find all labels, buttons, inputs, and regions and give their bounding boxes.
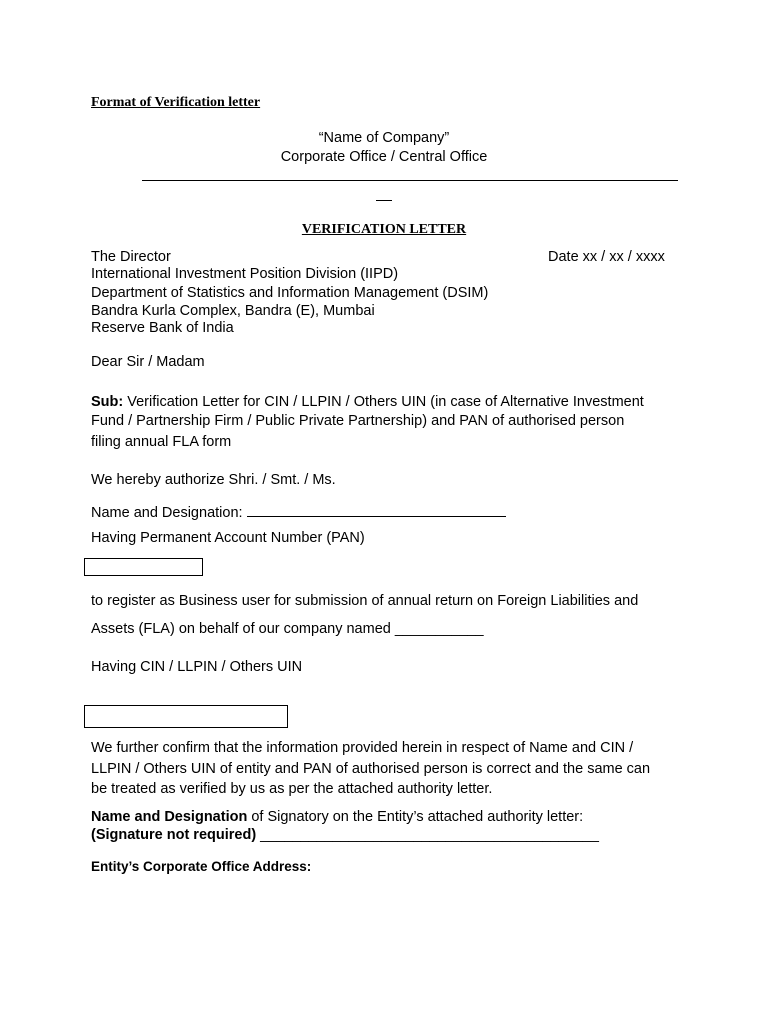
name-designation-row [91,502,506,522]
entity-address-label: Entity’s Corporate Office Address: [91,859,312,874]
subject-text-1: Verification Letter for CIN / LLPIN / Others UIN (in case of Alternative Investment [123,394,644,410]
authorize-text: We hereby authorize Shri. / Smt. / Ms. [91,472,336,488]
signature-blank[interactable]: __________________________________________ [256,827,599,843]
salutation: Dear Sir / Madam [91,354,205,370]
subject-line-1 [91,393,644,411]
signature-note-line [91,826,599,844]
company-name: “Name of Company” [318,130,450,146]
addressee-line-2: International Investment Position Division (IIPD) [91,266,399,282]
register-line-1: to register as Business user for submission of annual return on Foreign Liabilities and [91,593,639,609]
addressee-line-1: The Director [91,249,171,265]
subject-line-2: Fund / Partnership Firm / Public Private Partnership) and PAN of authorised person [91,413,625,429]
name-designation-label: Name and Designation: [91,505,247,521]
cin-label: Having CIN / LLPIN / Others UIN [91,659,303,675]
pan-label: Having Permanent Account Number (PAN) [91,530,365,546]
addressee-line-4: Bandra Kurla Complex, Bandra (E), Mumbai [91,303,375,319]
subject-label: Sub: [91,394,124,410]
format-heading: Format of Verification letter [91,95,261,110]
addressee-line-5: Reserve Bank of India [91,320,234,336]
signature-note: (Signature not required) [91,827,257,843]
confirm-line-1: We further confirm that the information provided herein in respect of Name and CIN / [91,740,634,756]
confirm-line-3: be treated as verified by us as per the attached authority letter. [91,781,493,797]
pan-input-box[interactable] [84,558,203,576]
addressee-line-3: Department of Statistics and Information Management (DSIM) [91,285,489,301]
signatory-bold: Name and Designation [91,809,248,825]
letter-title: VERIFICATION LETTER [301,222,467,237]
separator-line [142,180,678,181]
confirm-line-2: LLPIN / Others UIN of entity and PAN of authorised person is correct and the same can [91,761,651,777]
name-designation-blank[interactable] [247,502,506,517]
date-field: Date xx / xx / xxxx [548,249,665,265]
separator-line-tail [376,200,392,201]
signatory-line [91,808,583,826]
signatory-rest: of Signatory on the Entity’s attached authority letter: [247,809,584,825]
subject-line-3: filing annual FLA form [91,434,232,450]
cin-input-box[interactable] [84,705,288,728]
register-line-2: Assets (FLA) on behalf of our company named ___________ [91,621,484,637]
company-office: Corporate Office / Central Office [280,149,488,165]
